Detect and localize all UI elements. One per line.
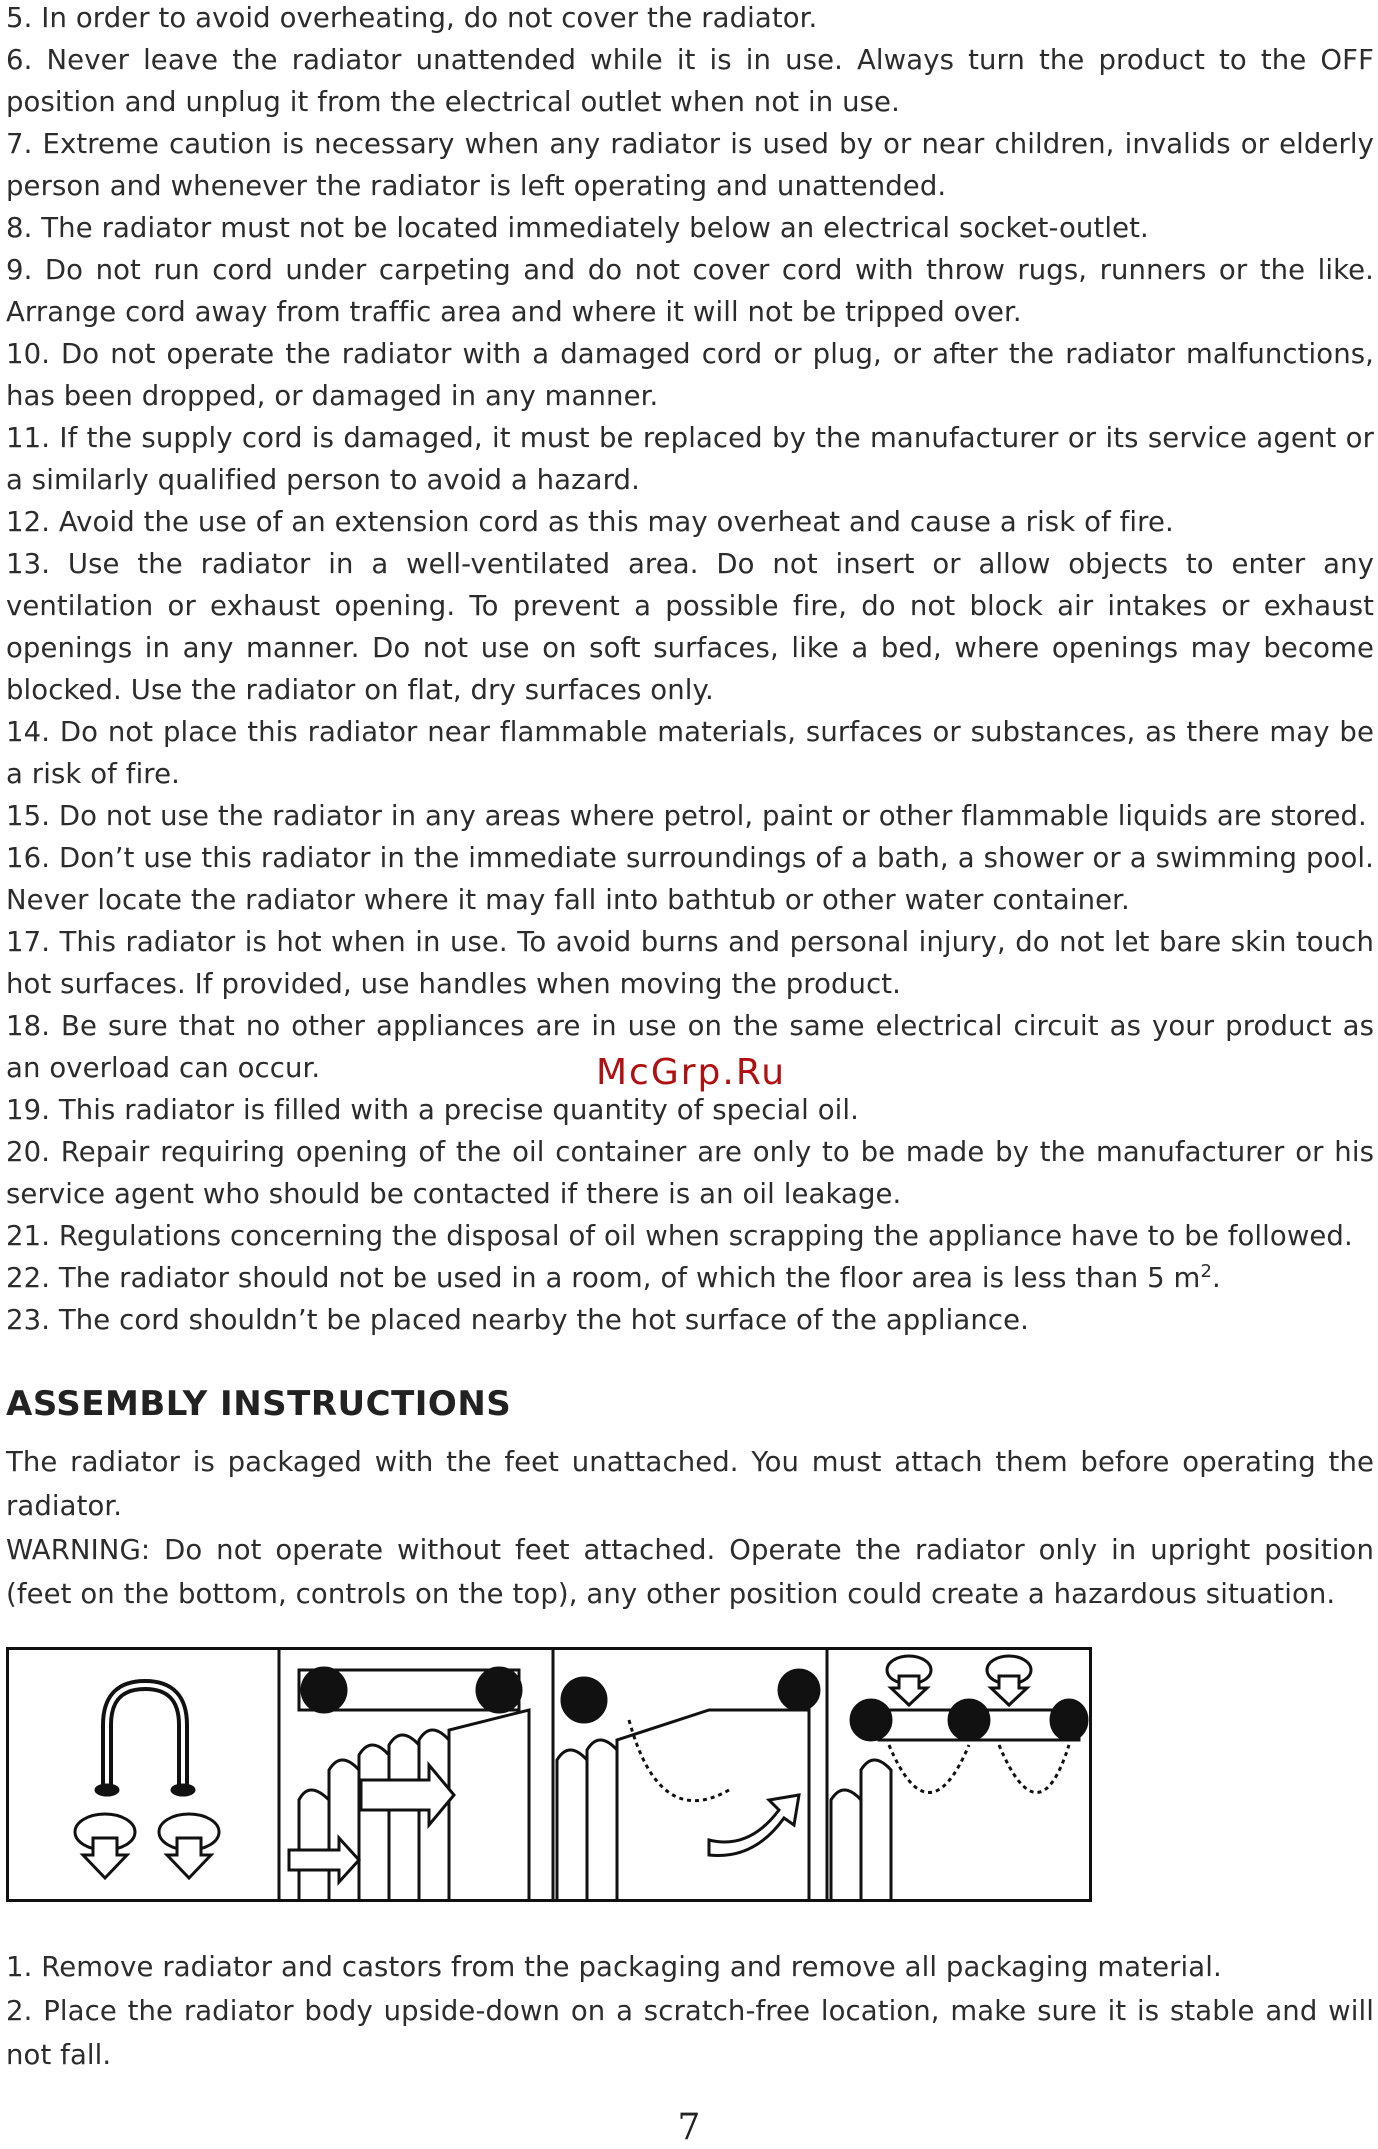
- page-number: 7: [677, 2107, 701, 2148]
- safety-item-18: 18. Be sure that no other appliances are in use on the same electrical circuit as your product as an overload can occur.: [6, 1010, 1374, 1084]
- assembly-illustration: [6, 1647, 1092, 1902]
- radiator-fins-icon: [289, 1668, 529, 1899]
- safety-item-8: 8. The radiator must not be located immediately below an electrical socket-outlet.: [6, 212, 1149, 244]
- safety-item-22-period: .: [1212, 1262, 1221, 1294]
- foot-mounting-icon: [557, 1670, 819, 1899]
- safety-item-22-text: 22. The radiator should not be used in a room, of which the floor area is less than 5 m: [6, 1262, 1201, 1294]
- foot-bracket-icon: [95, 1685, 195, 1796]
- step-2: 2. Place the radiator body upside-down on a scratch-free location, make sure it is stable and will not fall.: [6, 1995, 1374, 2071]
- safety-item-20: 20. Repair requiring opening of the oil container are only to be made by the manufacturer or his service agent who should be contacted if there is an oil leakage.: [6, 1136, 1374, 1210]
- assembly-steps: [6, 1945, 1374, 2077]
- assembly-text: [6, 1440, 1374, 1616]
- assembly-warning: WARNING: Do not operate without feet attached. Operate the radiator only in upright position (feet on the bottom, controls on the top), any other position could create a hazardous situation.: [6, 1534, 1374, 1610]
- safety-item-21: 21. Regulations concerning the disposal of oil when scrapping the appliance have to be followed.: [6, 1220, 1353, 1252]
- safety-item-6: 6. Never leave the radiator unattended while it is in use. Always turn the product to the OFF position and unplug it from the electrical outlet when not in use.: [6, 44, 1374, 118]
- superscript-2: 2: [1200, 1261, 1213, 1282]
- safety-list: [6, 0, 1374, 1341]
- safety-item-7: 7. Extreme caution is necessary when any radiator is used by or near children, invalids or elderly person and whenever the radiator is left operating and unattended.: [6, 128, 1374, 202]
- feet-attached-icon: [831, 1656, 1087, 1899]
- safety-item-11: 11. If the supply cord is damaged, it must be replaced by the manufacturer or its service agent or a similarly qualified person to avoid a hazard.: [6, 422, 1374, 496]
- safety-item-22: [6, 1257, 1374, 1299]
- safety-item-17: 17. This radiator is hot when in use. To avoid burns and personal injury, do not let bare skin touch hot surfaces. If provided, use handles when moving the product.: [6, 926, 1374, 1000]
- safety-item-15: 15. Do not use the radiator in any areas where petrol, paint or other flammable liquids are stored.: [6, 800, 1367, 832]
- screw-icon: [75, 1814, 135, 1878]
- safety-item-12: 12. Avoid the use of an extension cord as this may overheat and cause a risk of fire.: [6, 506, 1174, 538]
- assembly-drawing: [9, 1650, 1089, 1899]
- safety-item-16: 16. Don’t use this radiator in the immediate surroundings of a bath, a shower or a swimming pool. Never locate the radiator where it may fall into bathtub or other water container.: [6, 842, 1374, 916]
- watermark: McGrp.Ru: [596, 1052, 787, 1093]
- assembly-intro: The radiator is packaged with the feet unattached. You must attach them before operating the radiator.: [6, 1446, 1374, 1522]
- safety-item-9: 9. Do not run cord under carpeting and do not cover cord with throw rugs, runners or the like. Arrange cord away from traffic area and where it will not be tripped over.: [6, 254, 1374, 328]
- safety-item-19: 19. This radiator is filled with a precise quantity of special oil.: [6, 1094, 859, 1126]
- safety-item-13: 13. Use the radiator in a well-ventilated area. Do not insert or allow objects to enter any ventilation or exhaust opening. To prevent a possible fire, do not block air intakes or exhaust openings in any manner. Do not use on soft surfaces, like a bed, where openings may become blocked. Use the radiator on flat, dry surfaces only.: [6, 548, 1374, 706]
- safety-item-23: 23. The cord shouldn’t be placed nearby the hot surface of the appliance.: [6, 1304, 1029, 1336]
- safety-item-14: 14. Do not place this radiator near flammable materials, surfaces or substances, as there may be a risk of fire.: [6, 716, 1374, 790]
- safety-item-5: 5. In order to avoid overheating, do not cover the radiator.: [6, 2, 818, 34]
- section-heading: ASSEMBLY INSTRUCTIONS: [6, 1384, 512, 1424]
- screw-icon: [159, 1814, 219, 1878]
- step-1: 1. Remove radiator and castors from the packaging and remove all packaging material.: [6, 1951, 1222, 1983]
- safety-item-10: 10. Do not operate the radiator with a damaged cord or plug, or after the radiator malfunctions, has been dropped, or damaged in any manner.: [6, 338, 1374, 412]
